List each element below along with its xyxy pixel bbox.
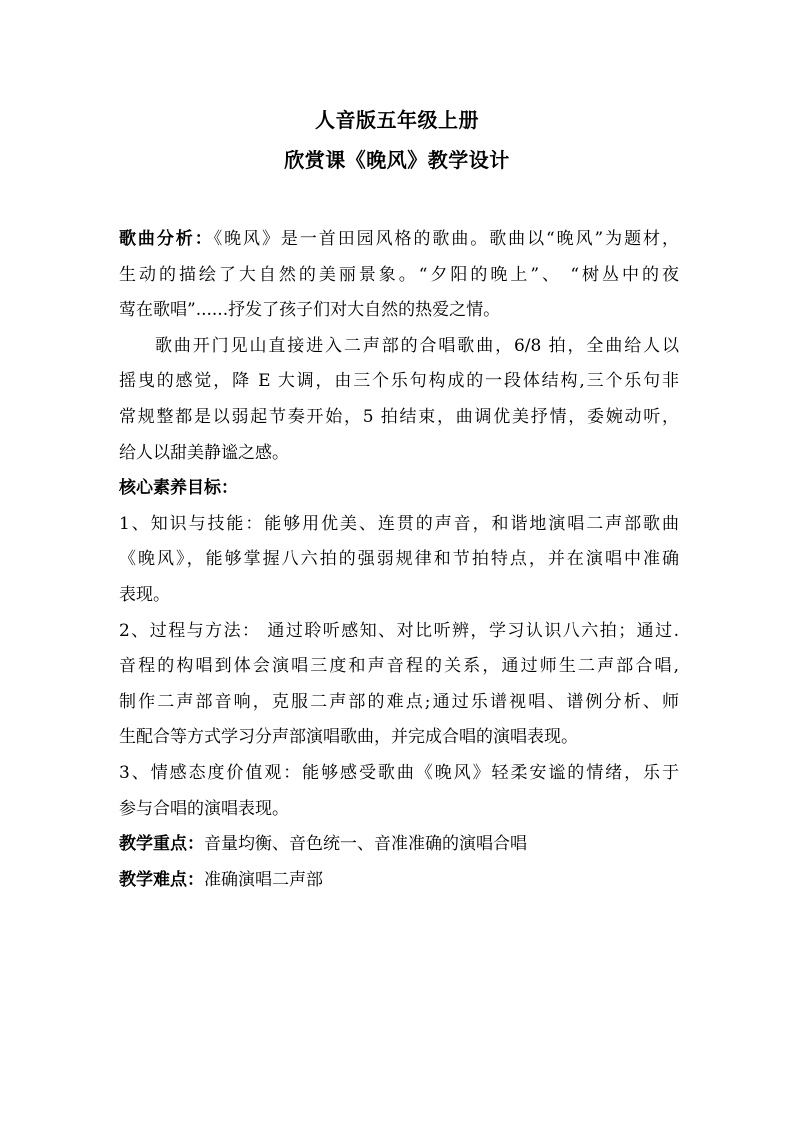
goal-2-line: 2、过程与方法： 通过聆听感知、对比听辨，学习认识八六拍；通过. — [119, 620, 679, 641]
song-analysis-text: 《晚风》是一首田园风格的歌曲。歌曲以“晚风”为题材， — [213, 229, 679, 249]
difficulty-line — [119, 863, 679, 899]
goal-2-line: 生配合等方式学习分声部演唱歌曲，并完成合唱的演唱表现。 — [119, 727, 578, 748]
song-analysis-line: 莺在歌唱”......抒发了孩子们对大自然的热爱之情。 — [119, 300, 501, 321]
song-analysis-line — [119, 222, 679, 258]
song-analysis-label: 歌曲分析： — [119, 229, 214, 249]
goal-3-line: 3、情感态度价值观：能够感受歌曲《晚风》轻柔安谧的情绪，乐于 — [119, 762, 679, 783]
goal-2-line: 制作二声部音响，克服二声部的难点;通过乐谱视唱、谱例分析、师 — [119, 691, 679, 712]
song-structure-line: 歌曲开门见山直接进入二声部的合唱歌曲，6/8 拍，全曲给人以 — [155, 335, 679, 356]
song-structure-line: 给人以甜美静谧之感。 — [119, 442, 289, 463]
doc-title-line2: 欣赏课《晚风》教学设计 — [284, 148, 510, 172]
song-analysis-line: 生动的描绘了大自然的美丽景象。“夕阳的晚上”、 “树丛中的夜 — [119, 264, 679, 285]
song-structure-line: 摇曳的感觉，降 E 大调，由三个乐句构成的一段体结构,三个乐句非 — [119, 371, 679, 392]
difficulty-label: 教学难点： — [119, 869, 204, 890]
key-point-text: 音量均衡、音色统一、音准准确的演唱合唱 — [204, 834, 527, 855]
doc-title-line1: 人音版五年级上册 — [315, 108, 479, 132]
key-point-label: 教学重点： — [119, 834, 204, 855]
goal-1-line: 表现。 — [119, 584, 170, 605]
goal-1-line: 《晚风》，能够掌握八六拍的强弱规律和节拍特点，并在演唱中准确 — [119, 549, 679, 570]
goal-3-line: 参与合唱的演唱表现。 — [119, 798, 289, 819]
core-goals-heading: 核心素养目标： — [119, 478, 238, 499]
goal-1-line: 1、知识与技能：能够用优美、连贯的声音，和谐地演唱二声部歌曲 — [119, 513, 679, 534]
song-structure-line: 常规整都是以弱起节奏开始，5 拍结束，曲调优美抒情，委婉动听， — [119, 406, 679, 427]
difficulty-text: 准确演唱二声部 — [204, 869, 323, 890]
goal-2-line: 音程的构唱到体会演唱三度和声音程的关系，通过师生二声部合唱, — [119, 656, 679, 677]
doc-body — [119, 222, 679, 898]
key-point-line — [119, 827, 679, 863]
